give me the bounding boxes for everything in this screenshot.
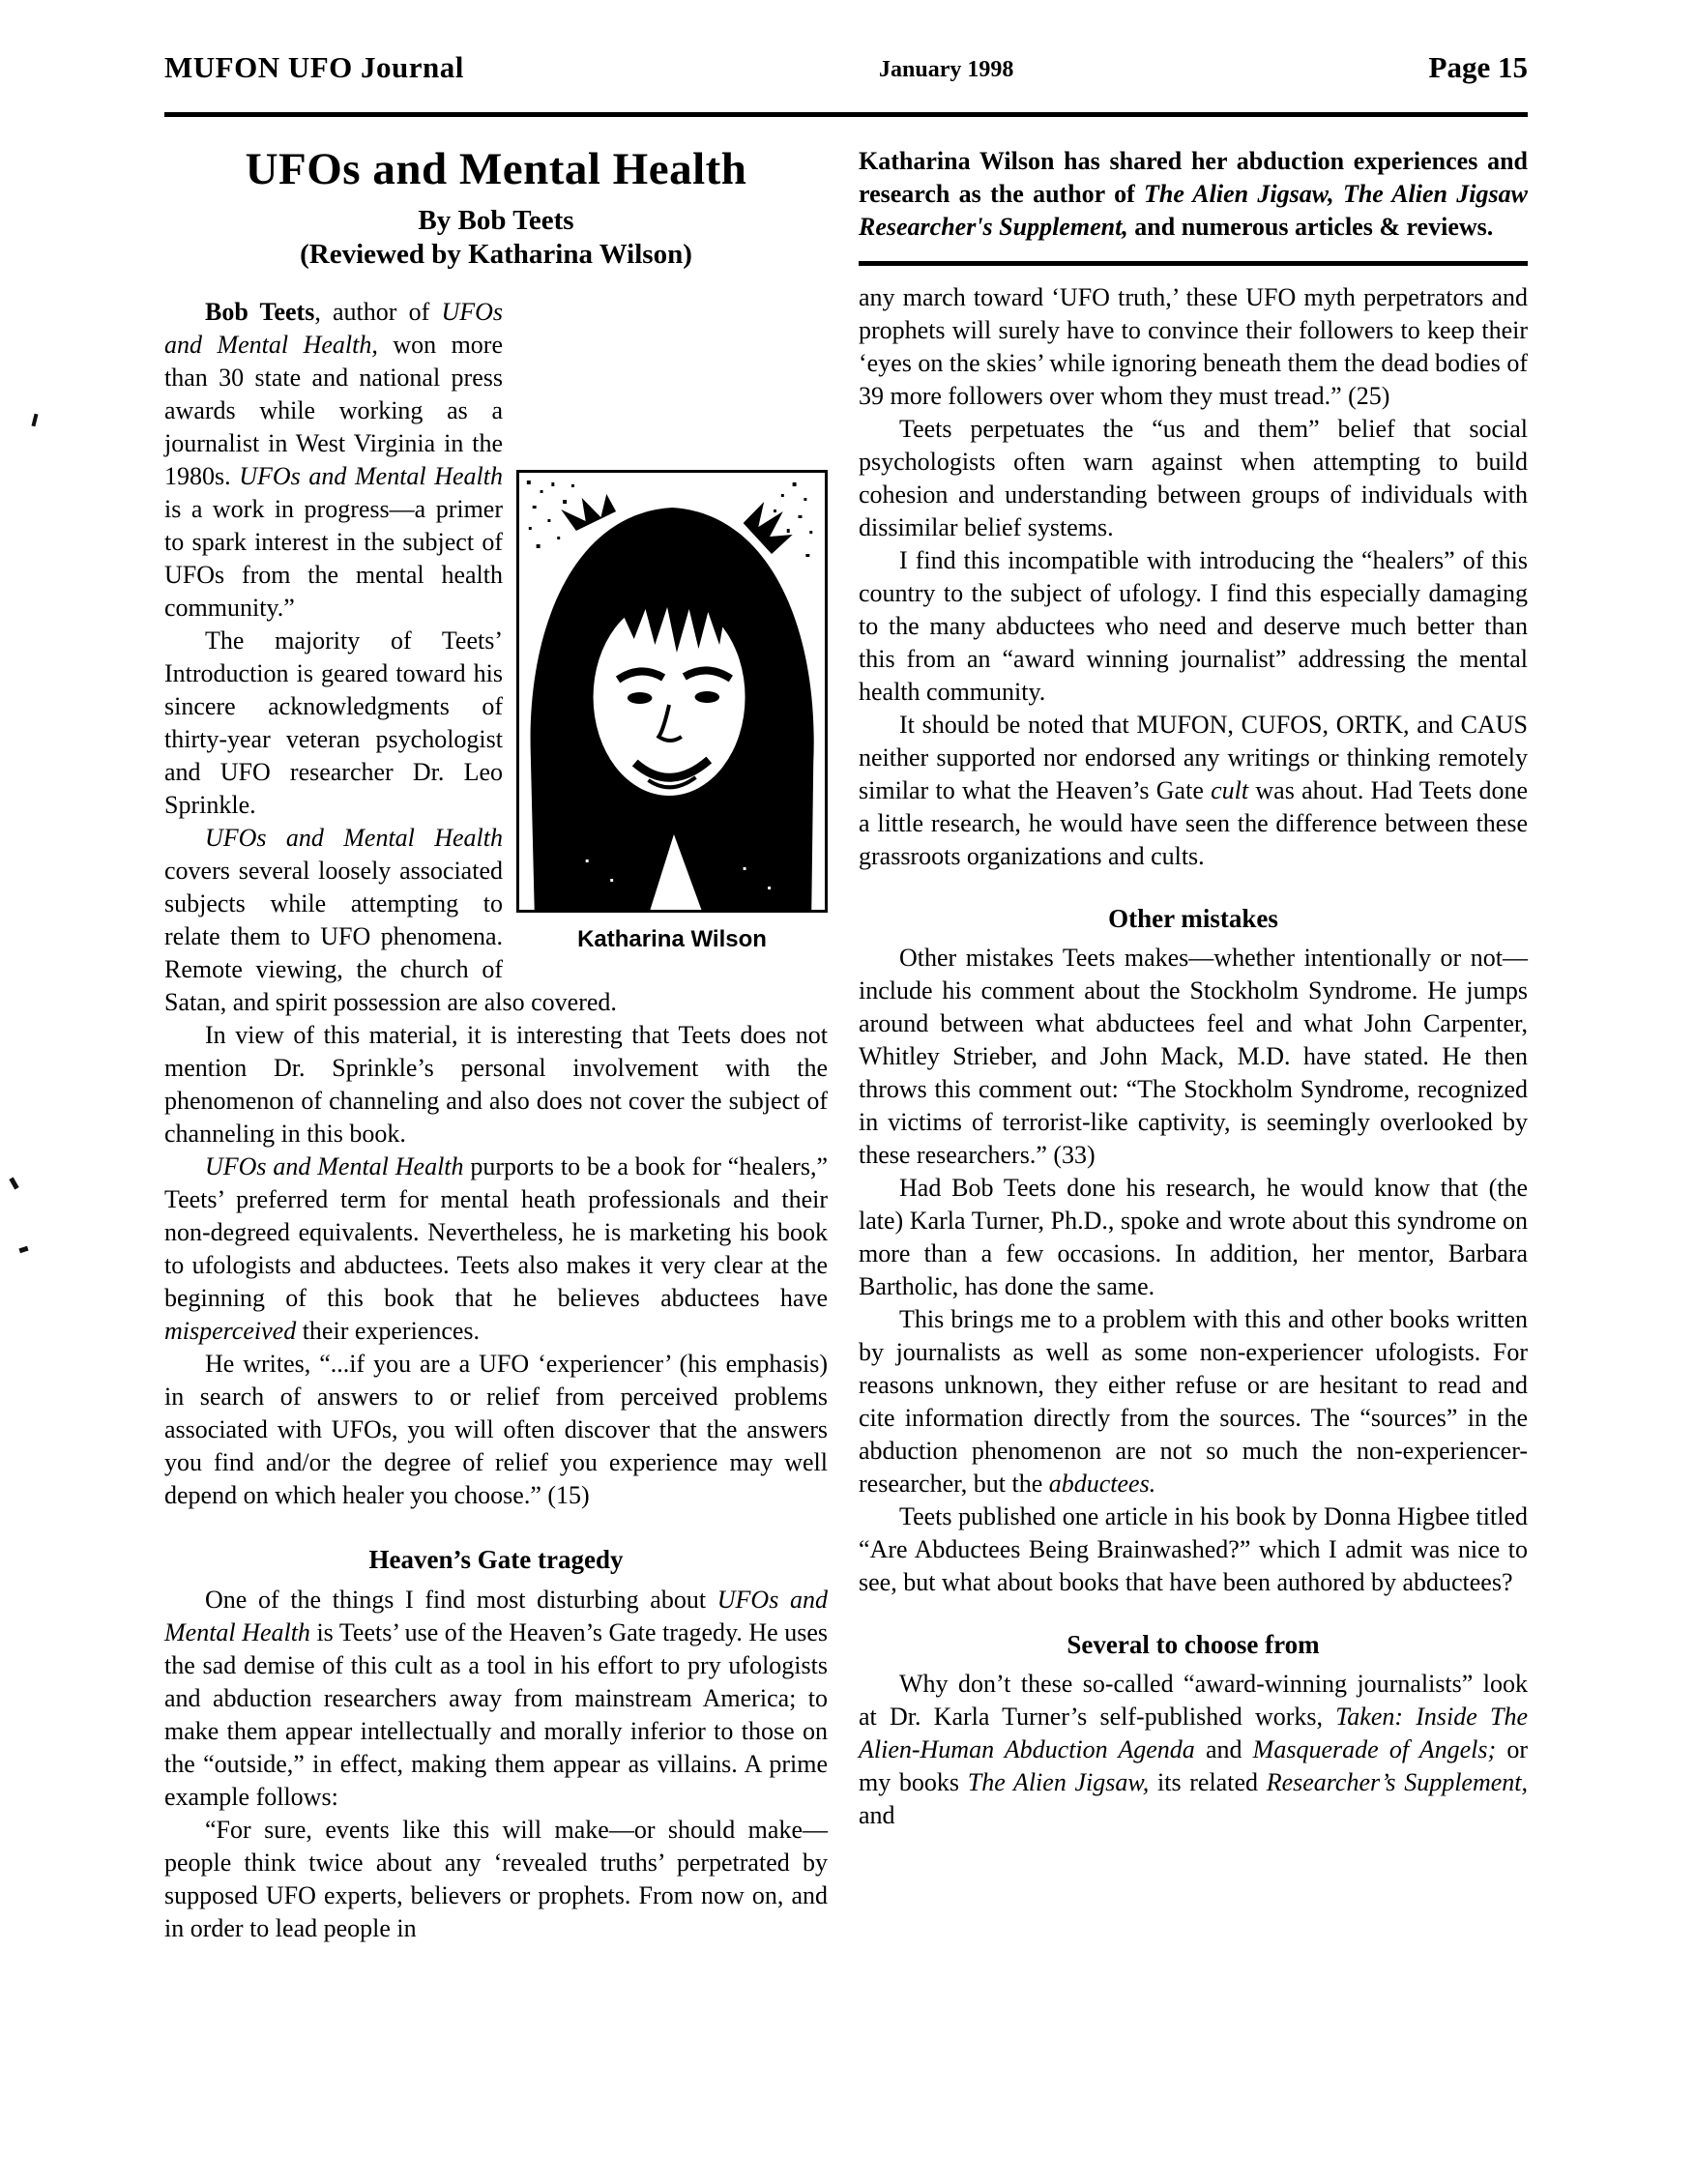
- section-heading: Heaven’s Gate tragedy: [368, 1545, 624, 1574]
- issue-date: January 1998: [879, 57, 1014, 82]
- paragraph: One of the things I find most disturbing about UFOs and Mental Health is Teets’ use of the Heaven’s Gate tragedy. He uses the sad demise of this cult as a tool in his effort to pry ufologists and abduction researchers away from mainstream America; to make them appear intellectually and morally inferior to those on the “outside,” in effect, making them appear as villains. A prime example follows:: [164, 1586, 828, 1811]
- paragraph: Katharina Wilson has shared her abduction experiences and research as the author of The Alien Jigsaw, The Alien Jigsaw Researcher's Supplement, and numerous articles & reviews.: [859, 147, 1528, 241]
- paragraph: He writes, “...if you are a UFO ‘experiencer’ (his emphasis) in search of answers to or relief from perceived problems associated with UFOs, you will often discover that the answers you find and/or the degree of relief you experience may well depend on which healer you choose.” (15): [164, 1350, 828, 1509]
- paragraph: Teets perpetuates the “us and them” belief that social psychologists often warn against when attempting to build cohesion and understanding between groups of individuals with dissimilar belief systems.: [859, 415, 1528, 541]
- portrait-figure: [516, 470, 828, 953]
- paragraph: any march toward ‘UFO truth,’ these UFO myth perpetrators and prophets will surely have to convince their followers to keep their ‘eyes on the skies’ while ignoring beneath them the dead bodies of 39 more followers over whom they must tread.” (25): [859, 283, 1528, 410]
- scan-artifact: [9, 1178, 18, 1190]
- paragraph: UFOs and Mental Health purports to be a book for “healers,” Teets’ preferred term for mental heath professionals and their non-degreed equivalents. Nevertheless, he is marketing his book to ufologists and abductees. Teets also makes it very clear at the beginning of this book that he believes abductees have misperceived their experiences.: [164, 1152, 828, 1345]
- page-number: Page 15: [1428, 50, 1528, 84]
- reviewer-bio-text: [859, 145, 1528, 244]
- article-byline: By Bob Teets: [418, 205, 574, 236]
- paragraph: Other mistakes Teets makes—whether intentionally or not—include his comment about the Stockholm Syndrome. He jumps around between what abductees feel and what John Carpenter, Whitley Strieber, and John Mack, M.D. have stated. He then throws this comment out: “The Stockholm Syndrome, recognized in victims of terrorist-like captivity, is seemingly overlooked by these researchers.” (33): [859, 944, 1528, 1169]
- paragraph: Bob Teets, author of UFOs and Mental Health, won more than 30 state and national press awards while working as a journalist in West Virginia in the 1980s. UFOs and Mental Health is a work in progress—a primer to spark interest in the subject of UFOs from the mental health community.”: [164, 298, 504, 622]
- paragraph: Why don’t these so-called “award-winning journalists” look at Dr. Karla Turner’s self-published works, Taken: Inside The Alien-Human Abduction Agenda and Masquerade of Angels; or my books The Alien Jigsaw, its related Researcher’s Supplement, and: [859, 1670, 1529, 1829]
- section-heading: Other mistakes: [1108, 904, 1278, 933]
- paragraph: It should be noted that MUFON, CUFOS, ORTK, and CAUS neither supported nor endorsed any writings or thinking remotely similar to what the Heaven’s Gate cult was ahout. Had Teets done a little research, he would have seen the difference between these grassroots organizations and cults.: [859, 711, 1528, 870]
- article-title: UFOs and Mental Health: [245, 144, 747, 194]
- paragraph: Had Bob Teets done his research, he would know that (the late) Karla Turner, Ph.D., spoke and wrote about this syndrome on more than a few occasions. In addition, her mentor, Barbara Bartholic, has done the same.: [859, 1174, 1528, 1300]
- paragraph: Teets published one article in his book by Donna Higbee titled “Are Abductees Being Brainwashed?” which I admit was nice to see, but what about books that have been authored by abductees?: [859, 1502, 1528, 1596]
- section-heading: Several to choose from: [1067, 1630, 1320, 1659]
- paragraph: The majority of Teets’ Introduction is geared toward his sincere acknowledgments of thirty-year veteran psychologist and UFO researcher Dr. Leo Sprinkle.: [164, 626, 503, 819]
- photo-caption: Katharina Wilson: [577, 926, 767, 952]
- masthead: [164, 50, 1528, 85]
- left-column: [164, 130, 828, 1945]
- paragraph: UFOs and Mental Health covers several loosely associated subjects while attempting to relate them to UFO phenomena. Remote viewing, the church of Satan, and spirit possession are also covered.: [164, 824, 617, 1016]
- right-column: [859, 126, 1528, 1832]
- scan-artifact: [31, 414, 38, 427]
- right-column-paragraphs: [859, 281, 1528, 1832]
- reviewer-bio-box: [859, 126, 1528, 266]
- paragraph: “For sure, events like this will make—or should make—people think twice about any ‘revealed truths’ perpetrated by supposed UFO experts, believers or prophets. From now on, and in order to lead people in: [164, 1816, 828, 1942]
- paragraph: I find this incompatible with introducing the “healers” of this country to the subject of ufology. I find this especially damaging to the many abductees who need and deserve much better than this from an “award winning journalist” addressing the mental health community.: [859, 546, 1528, 706]
- article-reviewer: (Reviewed by Katharina Wilson): [300, 239, 692, 270]
- portrait-photo: [516, 470, 828, 913]
- portrait-illustration: [519, 473, 825, 910]
- header-rule: [164, 112, 1528, 117]
- paragraph: This brings me to a problem with this and other books written by journalists as well as some non-experiencer ufologists. For reasons unknown, they either refuse or are hesitant to read and cite information directly from the sources. The “sources” in the abduction phenomenon are not so much the non-experiencer-researcher, but the abductees.: [859, 1305, 1528, 1498]
- left-column-body: [164, 296, 828, 1945]
- journal-title: MUFON UFO Journal: [164, 50, 464, 84]
- scan-artifact: [18, 1246, 28, 1254]
- paragraph: In view of this material, it is interesting that Teets does not mention Dr. Sprinkle’s personal involvement with the phenomenon of channeling and also does not cover the subject of channeling in this book.: [164, 1021, 828, 1148]
